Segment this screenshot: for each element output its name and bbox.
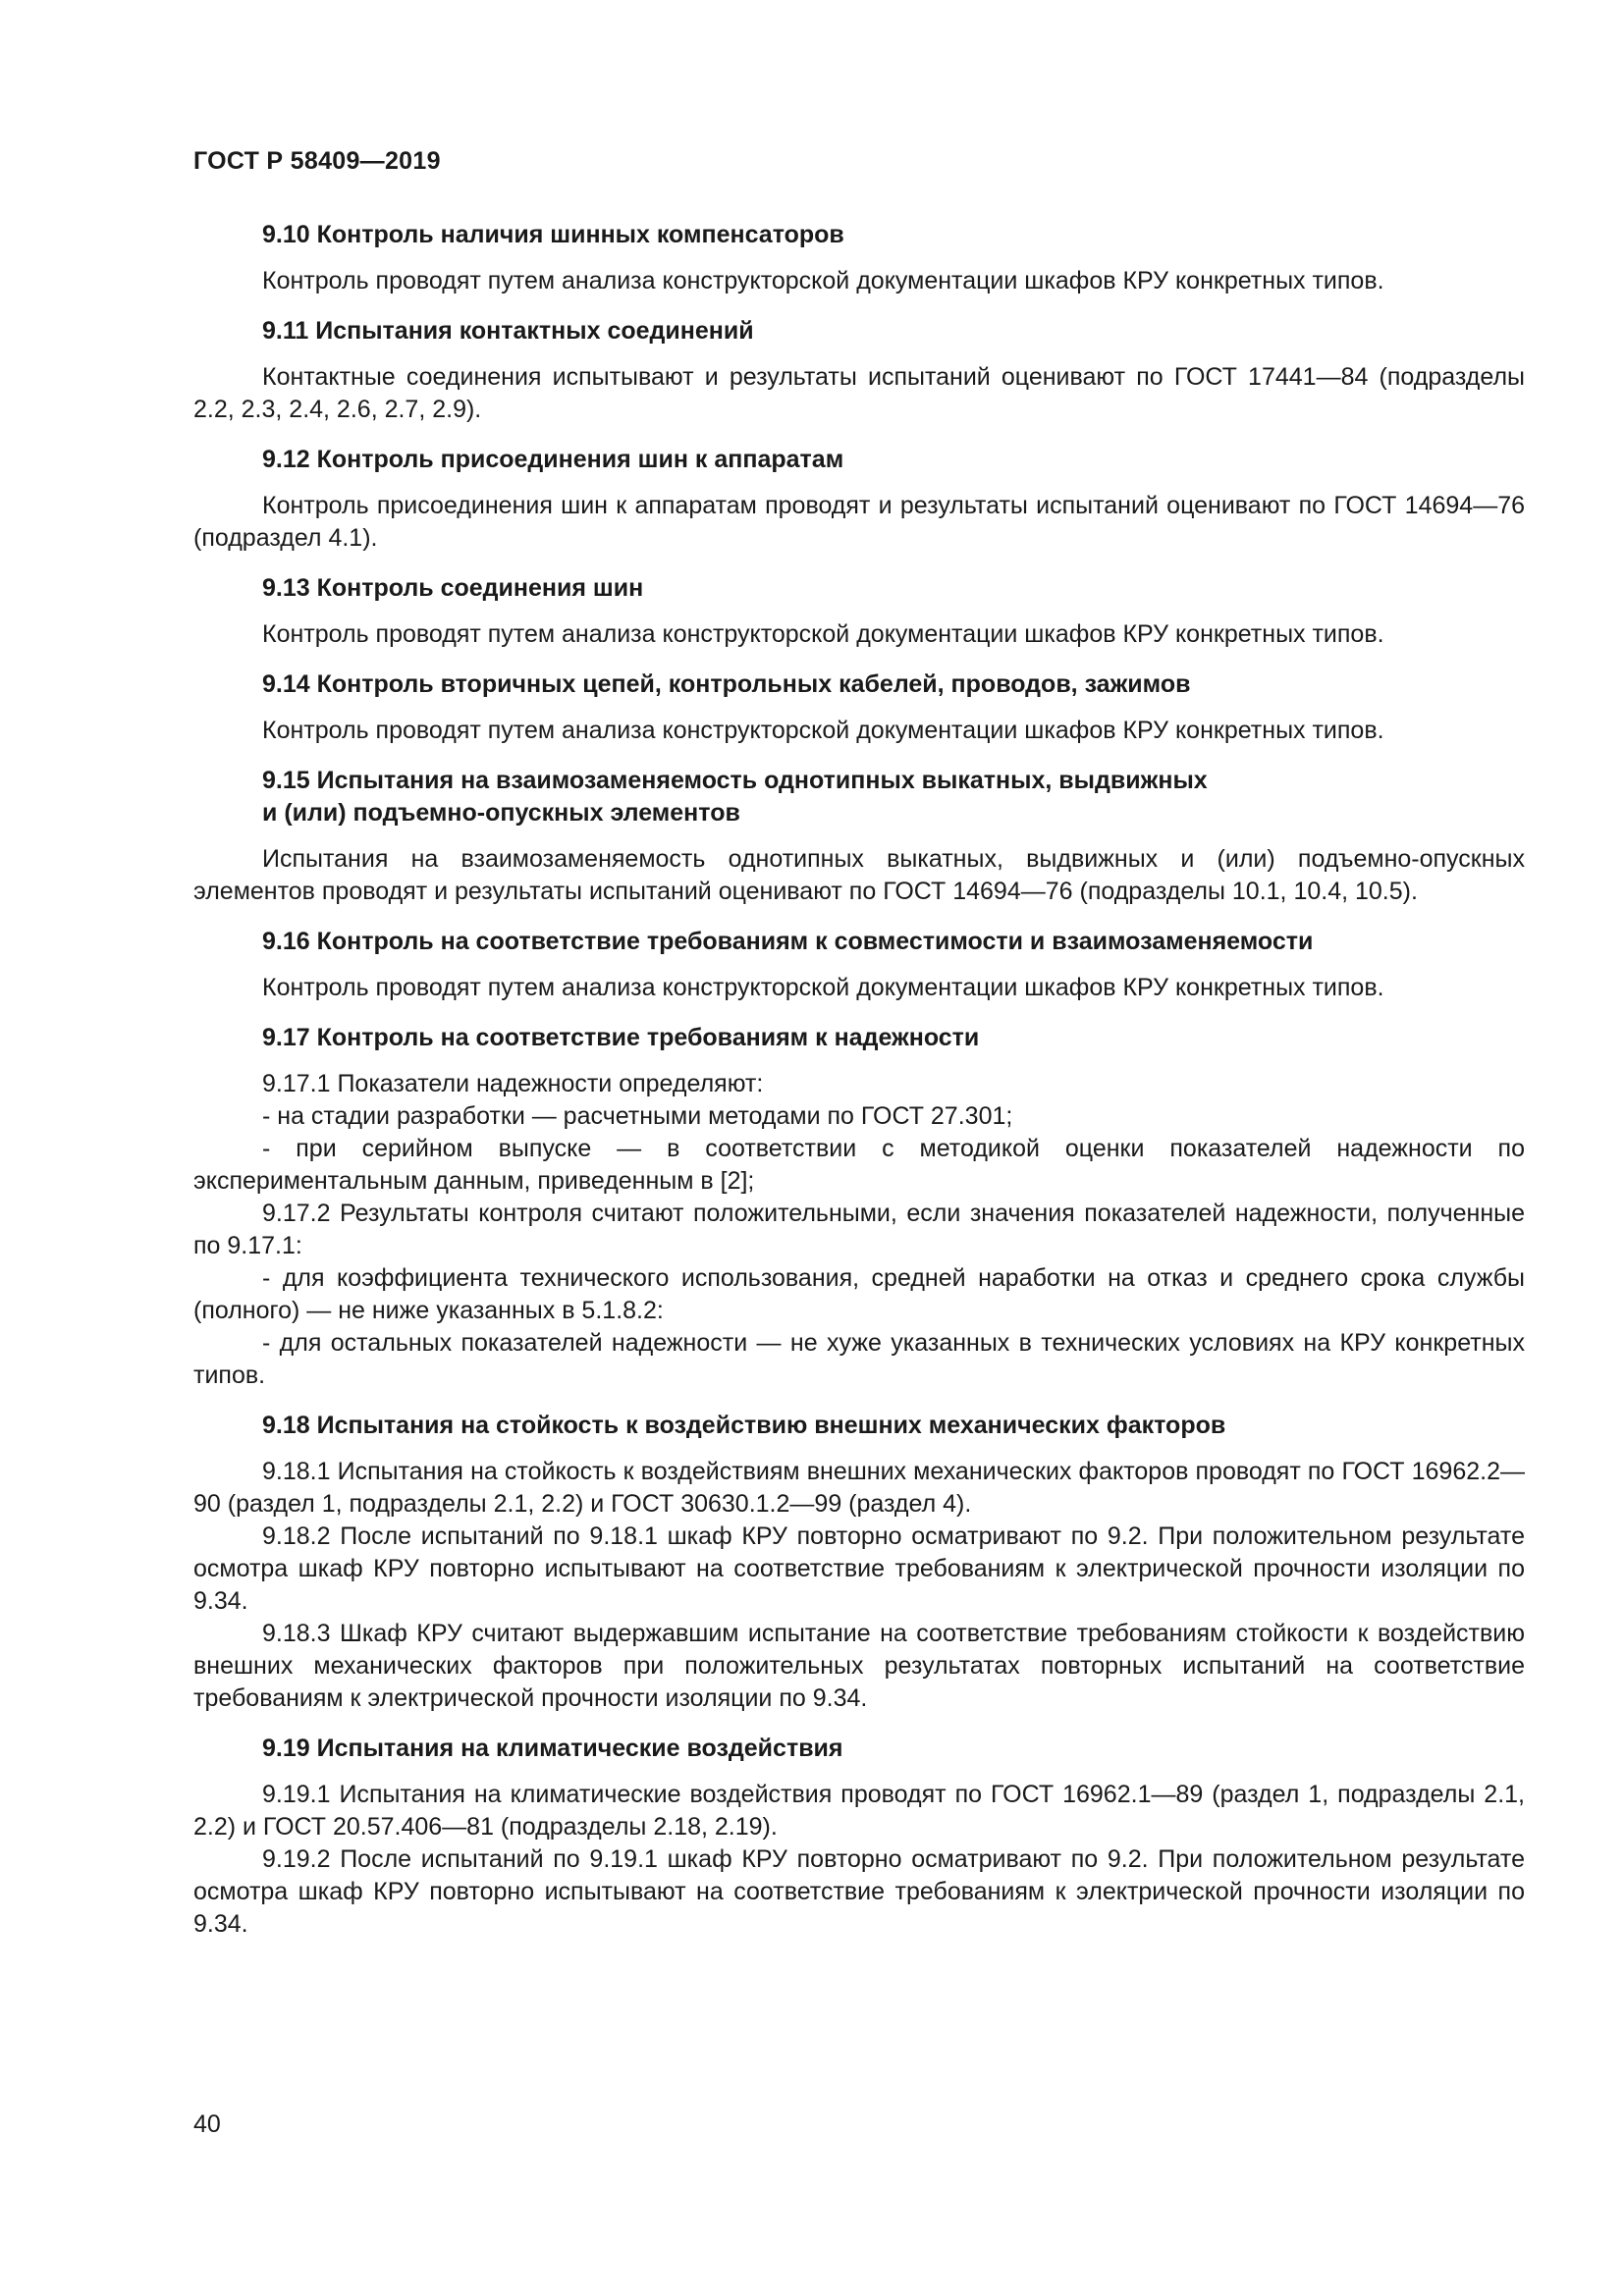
section-title: 9.17 Контроль на соответствие требованиям к надежности xyxy=(262,1024,980,1051)
section xyxy=(193,1733,1525,1941)
section-body xyxy=(193,972,1525,1004)
section-title: 9.10 Контроль наличия шинных компенсаторов xyxy=(262,221,844,248)
paragraph: Контроль проводят путем анализа конструкторской документации шкафов КРУ конкретных типов. xyxy=(262,267,1384,294)
section-title: 9.16 Контроль на соответствие требованиям к совместимости и взаимозаменяемости xyxy=(262,928,1314,955)
section xyxy=(193,668,1525,747)
section xyxy=(193,219,1525,297)
paragraph: 9.18.2 После испытаний по 9.18.1 шкаф КРУ повторно осматривают по 9.2. При положительном результате осмотра шкаф КРУ повторно испытывают на соответствие требованиям к электрической прочности изоляции по 9.34. xyxy=(193,1522,1525,1615)
paragraph: Контроль проводят путем анализа конструкторской документации шкафов КРУ конкретных типов. xyxy=(262,717,1384,744)
paragraph: 9.19.1 Испытания на климатические воздействия проводят по ГОСТ 16962.1—89 (раздел 1, подразделы 2.1, 2.2) и ГОСТ 20.57.406—81 (подразделы 2.18, 2.19). xyxy=(193,1781,1525,1841)
paragraph: Контроль проводят путем анализа конструкторской документации шкафов КРУ конкретных типов. xyxy=(262,620,1384,648)
section xyxy=(193,572,1525,651)
paragraph: Контроль присоединения шин к аппаратам проводят и результаты испытаний оценивают по ГОСТ 14694—76 (подраздел 4.1). xyxy=(193,492,1525,552)
paragraph: 9.17.1 Показатели надежности определяют: xyxy=(262,1070,764,1097)
section xyxy=(193,1410,1525,1715)
document-page xyxy=(193,147,1525,1958)
section-title: 9.14 Контроль вторичных цепей, контрольных кабелей, проводов, зажимов xyxy=(262,670,1191,698)
section-body xyxy=(193,361,1525,426)
paragraph: 9.18.1 Испытания на стойкость к воздействиям внешних механических факторов проводят по ГОСТ 16962.2—90 (раздел 1, подразделы 2.1, 2.2) и ГОСТ 30630.1.2—99 (раздел 4). xyxy=(193,1458,1525,1518)
section xyxy=(193,1022,1525,1392)
section xyxy=(193,444,1525,555)
paragraph: Контактные соединения испытывают и результаты испытаний оценивают по ГОСТ 17441—84 (подразделы 2.2, 2.3, 2.4, 2.6, 2.7, 2.9). xyxy=(193,363,1525,423)
paragraph: 9.19.2 После испытаний по 9.19.1 шкаф КРУ повторно осматривают по 9.2. При положительном результате осмотра шкаф КРУ повторно испытывают на соответствие требованиям к электрической прочности изоляции по 9.34. xyxy=(193,1845,1525,1938)
section xyxy=(193,315,1525,426)
section-body xyxy=(193,843,1525,908)
section xyxy=(193,926,1525,1004)
section-title: 9.12 Контроль присоединения шин к аппаратам xyxy=(262,446,844,473)
sections-container xyxy=(193,219,1525,1941)
section-title: 9.13 Контроль соединения шин xyxy=(262,574,644,602)
paragraph: - для коэффициента технического использования, средней наработки на отказ и среднего срока службы (полного) — не ниже указанных в 5.1.8.2: xyxy=(193,1264,1525,1324)
section-title: 9.19 Испытания на климатические воздействия xyxy=(262,1735,843,1762)
section-body xyxy=(193,265,1525,297)
section-title: 9.18 Испытания на стойкость к воздействию внешних механических факторов xyxy=(262,1412,1226,1439)
section-body xyxy=(193,490,1525,555)
document-header: ГОСТ Р 58409—2019 xyxy=(193,147,441,175)
section-body xyxy=(193,618,1525,651)
section xyxy=(193,765,1525,908)
paragraph: Контроль проводят путем анализа конструкторской документации шкафов КРУ конкретных типов. xyxy=(262,974,1384,1001)
section-body xyxy=(193,1068,1525,1392)
paragraph: - для остальных показателей надежности — не хуже указанных в технических условиях на КРУ конкретных типов. xyxy=(193,1329,1525,1389)
paragraph: - на стадии разработки — расчетными методами по ГОСТ 27.301; xyxy=(262,1102,1013,1130)
section-body xyxy=(193,1456,1525,1715)
section-body xyxy=(193,715,1525,747)
paragraph: 9.18.3 Шкаф КРУ считают выдержавшим испытание на соответствие требованиям стойкости к воздействию внешних механических факторов при положительных результатах повторных испытаний на соответствие требованиям к электрической прочности изоляции по 9.34. xyxy=(193,1620,1525,1712)
section-body xyxy=(193,1779,1525,1941)
paragraph: 9.17.2 Результаты контроля считают положительными, если значения показателей надежности, полученные по 9.17.1: xyxy=(193,1200,1525,1259)
paragraph: - при серийном выпуске — в соответствии с методикой оценки показателей надежности по экспериментальным данным, приведенным в [2]; xyxy=(193,1135,1525,1195)
section-title: 9.11 Испытания контактных соединений xyxy=(262,317,754,345)
paragraph: Испытания на взаимозаменяемость однотипных выкатных, выдвижных и (или) подъемно-опускных элементов проводят и результаты испытаний оценивают по ГОСТ 14694—76 (подразделы 10.1, 10.4, 10.5). xyxy=(193,845,1525,905)
page-number: 40 xyxy=(193,2110,221,2138)
section-title: 9.15 Испытания на взаимозаменяемость однотипных выкатных, выдвижных и (или) подъемно-опускных элементов xyxy=(262,767,1208,827)
